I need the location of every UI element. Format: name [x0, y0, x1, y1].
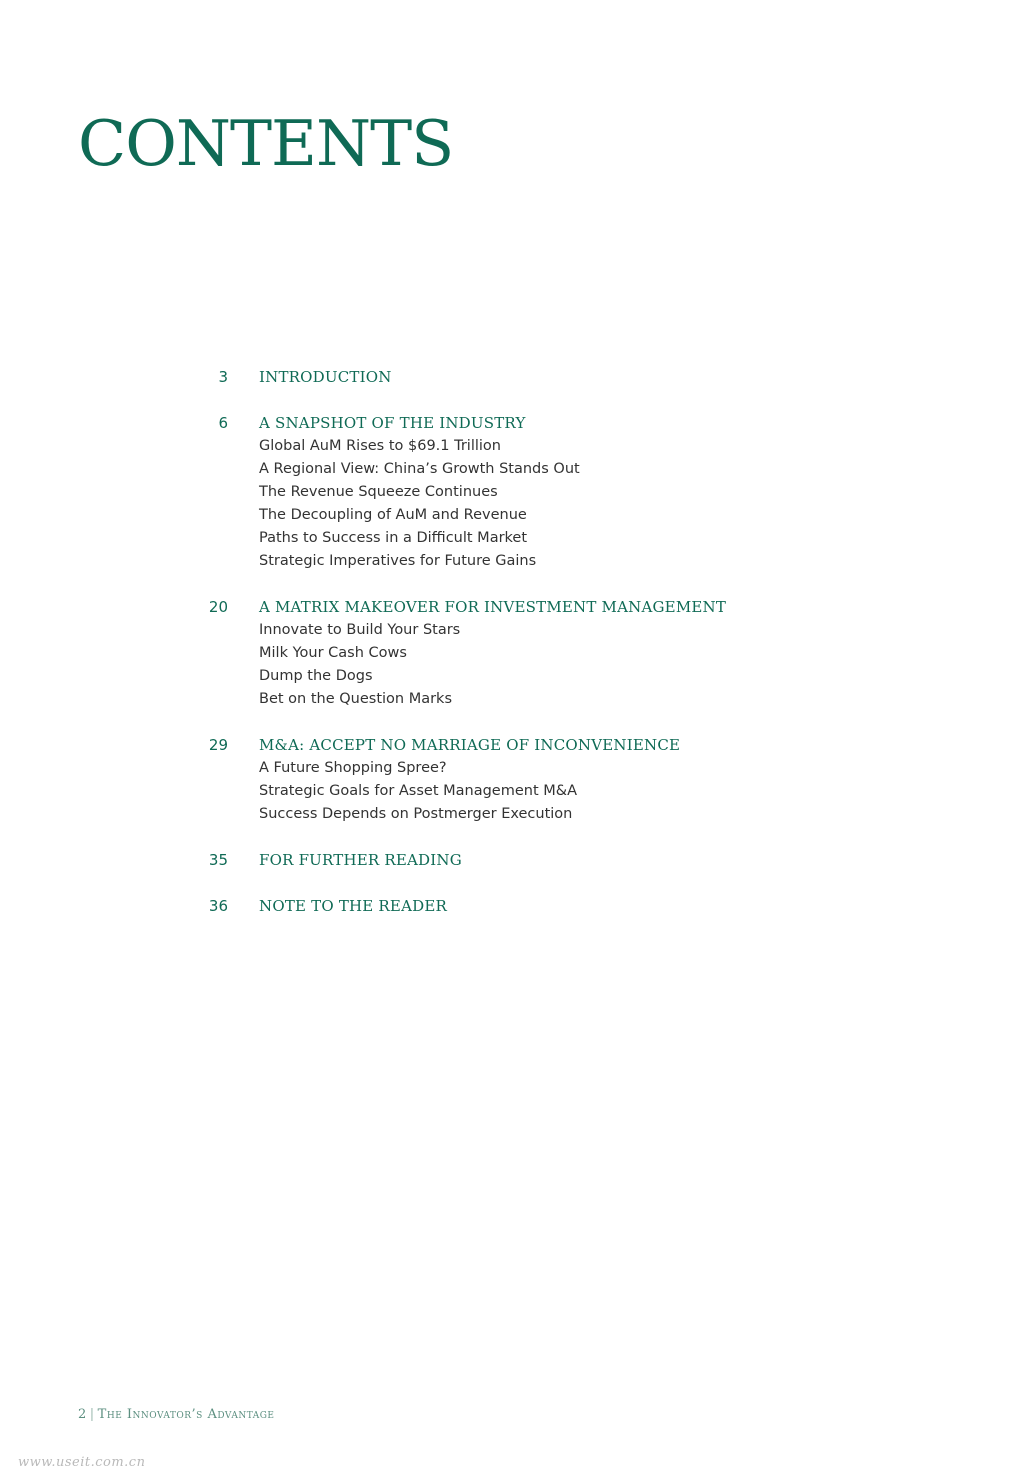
- toc-page-number: 35: [208, 851, 228, 869]
- toc-section-title[interactable]: INTRODUCTION: [259, 368, 392, 386]
- table-of-contents: [200, 366, 840, 941]
- toc-page-number: 29: [208, 736, 228, 754]
- toc-subsection[interactable]: The Decoupling of AuM and Revenue: [259, 507, 527, 523]
- footer-separator: |: [89, 1407, 95, 1422]
- page-title: CONTENTS: [78, 107, 454, 180]
- toc-page-number: 20: [208, 598, 228, 616]
- toc-section-title[interactable]: A MATRIX MAKEOVER FOR INVESTMENT MANAGEMENT: [259, 598, 727, 616]
- footer-page-number: 2: [78, 1407, 87, 1422]
- toc-section-title[interactable]: A SNAPSHOT OF THE INDUSTRY: [259, 414, 526, 432]
- toc-subsection[interactable]: A Regional View: China’s Growth Stands Out: [259, 461, 580, 477]
- page-footer: [78, 1407, 274, 1422]
- toc-subsection[interactable]: Milk Your Cash Cows: [259, 645, 407, 661]
- toc-page-number: 3: [218, 368, 228, 386]
- toc-subsection[interactable]: Dump the Dogs: [259, 668, 373, 684]
- toc-section-introduction: [200, 366, 840, 389]
- toc-subsection[interactable]: The Revenue Squeeze Continues: [259, 484, 498, 500]
- toc-section-note-to-reader: [200, 895, 840, 918]
- toc-section-title[interactable]: NOTE TO THE READER: [259, 897, 447, 915]
- footer-publication-title: The Innovator’s Advantage: [97, 1407, 275, 1422]
- watermark: www.useit.com.cn: [18, 1455, 146, 1470]
- toc-section-industry-snapshot: [200, 412, 840, 573]
- toc-section-matrix-makeover: [200, 596, 840, 711]
- toc-subsection[interactable]: Innovate to Build Your Stars: [259, 622, 461, 638]
- toc-section-title[interactable]: M&A: ACCEPT NO MARRIAGE OF INCONVENIENCE: [259, 736, 681, 754]
- toc-section-title[interactable]: FOR FURTHER READING: [259, 851, 462, 869]
- toc-subsection[interactable]: Strategic Goals for Asset Management M&A: [259, 783, 577, 799]
- toc-subsection[interactable]: Success Depends on Postmerger Execution: [259, 806, 573, 822]
- toc-subsection[interactable]: Strategic Imperatives for Future Gains: [259, 553, 537, 569]
- toc-subsection[interactable]: Paths to Success in a Difficult Market: [259, 530, 528, 546]
- toc-page-number: 6: [218, 414, 228, 432]
- toc-section-further-reading: [200, 849, 840, 872]
- toc-subsection[interactable]: Bet on the Question Marks: [259, 691, 453, 707]
- toc-subsection[interactable]: Global AuM Rises to $69.1 Trillion: [259, 438, 501, 454]
- toc-subsection[interactable]: A Future Shopping Spree?: [259, 760, 447, 776]
- toc-section-m-and-a: [200, 734, 840, 826]
- toc-page-number: 36: [208, 897, 228, 915]
